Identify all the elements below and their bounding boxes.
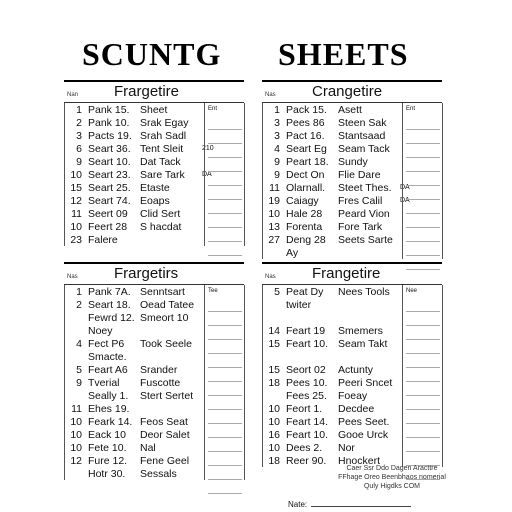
item-number: 1 [76,285,82,298]
panel-top-left [64,80,244,246]
item-name: Feert 28 [88,220,128,233]
item-name: Dect On [286,168,325,181]
item-name: Seert 09 [88,207,128,220]
footer-line: Quly Higdks COM [363,483,420,490]
item-name: Forenta [286,220,323,233]
item-name: Pack 15. [286,103,327,116]
item-name: Noey [88,324,113,337]
answer-line[interactable] [406,354,440,368]
item-description: Srak Egay [140,116,189,129]
item-description: Nal [140,441,156,454]
item-number: 14 [268,324,280,337]
item-description: Senntsart [140,285,185,298]
item-number: 15 [268,337,280,350]
answer-line[interactable] [208,144,242,158]
answer-line[interactable] [208,410,242,424]
item-name: Tverial [88,376,120,389]
panel-left-rule [64,285,65,480]
item-name: Seort 02 [286,363,326,376]
answer-line[interactable] [406,438,440,452]
answer-line[interactable] [208,368,242,382]
item-number: 3 [274,129,280,142]
item-name: Pacts 19. [88,129,132,142]
item-description: Took Seele [140,337,192,350]
item-name: Feort 1. [286,402,323,415]
panel-body [64,103,244,246]
item-description: Fene Geel [140,454,190,467]
answer-line[interactable] [406,242,440,256]
item-number: 10 [70,168,82,181]
item-name: Falere [88,233,118,246]
panel-subtitle: Frargetirs [114,265,179,282]
footer-note [322,464,462,491]
panel-top-right [262,80,442,259]
item-name: Fees 25. [286,389,327,402]
item-name: Smacte. [88,350,127,363]
panel-bottom-right [262,262,442,467]
item-name: Feark 14. [88,415,133,428]
item-name: Ay [286,246,299,259]
item-number: 3 [76,129,82,142]
item-number: 11 [71,402,82,415]
answer-line[interactable] [406,382,440,396]
item-number: 1 [274,103,280,116]
item-description: Steen Sak [338,116,387,129]
answer-line[interactable] [208,382,242,396]
item-number: 9 [274,168,280,181]
answer-line[interactable] [208,214,242,228]
item-mark: DA [400,196,410,204]
panel-header [64,82,244,103]
item-name: Olarnall. [286,181,326,194]
answer-line[interactable] [208,480,242,494]
item-number: 1 [76,103,82,116]
item-number: 15 [70,181,82,194]
item-number: 10 [268,441,280,454]
item-number: 5 [274,285,280,298]
item-description: Fuscotte [140,376,181,389]
answer-line[interactable] [406,116,440,130]
item-description: Smeort 10 [140,311,189,324]
item-mark: DA [400,183,410,191]
item-name: Dees 2. [286,441,323,454]
item-description: Seam Tack [338,142,390,155]
sheet-title-left: SCUNTG [82,36,222,72]
item-description: Sundy [338,155,368,168]
answer-line[interactable] [406,130,440,144]
column-label: Nee [406,288,418,294]
item-name: Peat Dy [286,285,324,298]
item-number: 4 [274,142,280,155]
panel-column-rule [402,285,403,467]
answer-line[interactable] [406,186,440,200]
panel-small-label: Nas [265,274,276,280]
item-description: Stert Sertet [140,389,194,402]
item-description: Tent Sleit [140,142,184,155]
item-name: Fure 12. [88,454,128,467]
item-name: Fect P6 [88,337,125,350]
panel-header [64,264,244,285]
item-number: 2 [76,298,82,311]
item-description: Asett [338,103,362,116]
item-name: Pank 7A. [88,285,131,298]
item-description: Seam Takt [338,337,388,350]
item-name: Seart 36. [88,142,131,155]
panel-bottom-left [64,262,244,480]
item-name: Feart 10. [286,428,329,441]
footer-line: Caer Ssr Ddo Dagen Aracttre [346,465,438,472]
answer-line[interactable] [208,466,242,480]
item-description: Nees Tools [338,285,390,298]
item-number: 10 [70,441,82,454]
item-description: Sessals [140,467,177,480]
panel-right-rule [442,103,443,259]
item-number: 27 [268,233,280,246]
item-description: Smemers [338,324,383,337]
answer-line[interactable] [208,312,242,326]
item-name: Hotr 30. [88,467,126,480]
panel-right-rule [244,103,245,246]
item-name: Pees 86 [286,116,325,129]
item-number: 10 [268,207,280,220]
item-number: 10 [268,402,280,415]
item-number: 9 [274,155,280,168]
answer-line[interactable] [406,214,440,228]
item-description: Peeri Sncet [338,376,393,389]
item-number: 11 [269,181,280,194]
item-name: Pank 10. [88,116,130,129]
item-number: 12 [70,194,82,207]
item-description: Dat Tack [140,155,181,168]
item-number: 18 [268,454,280,467]
sheet-title-right: SHEETS [278,36,409,72]
item-description: Hnockert [338,454,381,467]
panel-subtitle: Frargetire [114,83,180,100]
item-number: 9 [76,376,82,389]
item-description: Clid Sert [140,207,181,220]
answer-line[interactable] [208,340,242,354]
panel-subtitle: Crangetire [312,83,383,100]
item-name: Caiagy [286,194,319,207]
panel-column-rule [204,103,205,246]
item-description: Pees Seet. [338,415,390,428]
item-name: Pees 10. [286,376,328,389]
answer-line[interactable] [406,424,440,438]
answer-line[interactable] [208,186,242,200]
footer-line: FFhage Oreo Beenbhaos nomerial [338,474,446,481]
item-name: Seart 25. [88,181,131,194]
answer-line[interactable] [406,326,440,340]
item-description: Foeay [338,389,368,402]
item-number: 10 [70,415,82,428]
item-name: Peart 18. [286,155,329,168]
item-name: Fete 10. [88,441,127,454]
column-label: Ent [406,106,416,112]
answer-lines [406,285,440,480]
panel-left-rule [262,285,263,467]
item-name: twiter [286,298,312,311]
panel-column-rule [402,103,403,259]
item-name: Seart 23. [88,168,131,181]
panel-header [262,264,442,285]
item-name: Deng 28 [286,233,326,246]
answer-line[interactable] [208,172,242,186]
answer-line[interactable] [208,242,242,256]
item-number: 9 [76,155,82,168]
name-field[interactable] [288,500,411,509]
answer-line[interactable] [208,158,242,172]
item-name: Feart 10. [286,337,329,350]
item-description: Etaste [140,181,170,194]
item-number: 3 [274,116,280,129]
item-mark: 210 [202,144,214,152]
answer-line[interactable] [406,298,440,312]
answer-line[interactable] [208,452,242,466]
item-number: 10 [268,415,280,428]
item-number: 10 [70,428,82,441]
item-number: 18 [268,376,280,389]
item-description: Feos Seat [140,415,188,428]
answer-line[interactable] [406,228,440,242]
panel-body [64,285,244,480]
panel-small-label: Nas [67,274,78,280]
answer-line[interactable] [208,396,242,410]
panel-column-rule [204,285,205,480]
column-label: Tee [208,288,218,294]
item-number: 12 [70,454,82,467]
item-name: Feart 19 [286,324,326,337]
item-name: Feart 14. [286,415,329,428]
item-description: S hacdat [140,220,182,233]
answer-line[interactable] [406,144,440,158]
item-number: 13 [268,220,280,233]
item-number: 15 [268,363,280,376]
answer-line[interactable] [406,410,440,424]
item-number: 23 [70,233,82,246]
item-description: Seets Sarte [338,233,393,246]
panel-body [262,285,442,467]
item-name: Seart 10. [88,155,131,168]
item-name: Eack 10 [88,428,126,441]
answer-line[interactable] [208,130,242,144]
name-line[interactable] [311,500,411,507]
item-name: Pank 15. [88,103,130,116]
item-name: Ehes 19. [88,402,130,415]
answer-line[interactable] [208,326,242,340]
item-description: Oead Tatee [140,298,195,311]
item-description: Deor Salet [140,428,190,441]
answer-lines [406,103,440,270]
item-description: Stantsaad [338,129,386,142]
panel-subtitle: Frangetire [312,265,381,282]
answer-line[interactable] [406,340,440,354]
item-number: 16 [268,428,280,441]
panel-left-rule [262,103,263,259]
panel-left-rule [64,103,65,246]
item-description: Steet Thes. [338,181,392,194]
item-number: 11 [71,207,82,220]
answer-lines [208,285,242,494]
item-name: Seart Eg [286,142,327,155]
panel-header [262,82,442,103]
answer-line[interactable] [406,200,440,214]
column-label: Ent [208,106,218,112]
panel-right-rule [244,285,245,480]
item-name: Seart 74. [88,194,131,207]
item-description: Peard Vion [338,207,390,220]
panel-body [262,103,442,259]
item-description: Fore Tark [338,220,383,233]
panel-small-label: Nas [265,92,276,98]
item-description: Sare Tark [140,168,185,181]
name-label: Nate: [288,500,308,509]
panel-right-rule [442,285,443,467]
answer-line[interactable] [208,228,242,242]
answer-line[interactable] [208,354,242,368]
item-number: 2 [76,116,82,129]
item-description: Gooe Urck [338,428,389,441]
item-description: Nor [338,441,355,454]
item-description: Decdee [338,402,375,415]
answer-line[interactable] [406,396,440,410]
item-number: 4 [76,337,82,350]
item-name: Seart 18. [88,298,131,311]
answer-line[interactable] [208,116,242,130]
item-description: Sheet [140,103,168,116]
item-number: 19 [268,194,280,207]
answer-line[interactable] [406,172,440,186]
item-number: 5 [76,363,82,376]
item-description: Flie Dare [338,168,381,181]
item-description: Srander [140,363,178,376]
item-number: 10 [70,220,82,233]
item-name: Reer 90. [286,454,327,467]
answer-line[interactable] [208,424,242,438]
item-description: Fres Calil [338,194,383,207]
answer-line[interactable] [406,158,440,172]
answer-lines [208,103,242,256]
panel-small-label: Nan [67,92,79,98]
item-description: Srah Sadl [140,129,187,142]
item-name: Pact 16. [286,129,325,142]
item-mark: DA [202,170,212,178]
item-name: Hale 28 [286,207,323,220]
answer-line[interactable] [208,200,242,214]
answer-line[interactable] [208,438,242,452]
item-description: Eoaps [140,194,170,207]
answer-line[interactable] [208,298,242,312]
item-name: Seally 1. [88,389,129,402]
answer-line[interactable] [406,312,440,326]
answer-line[interactable] [406,368,440,382]
item-description: Actunty [338,363,374,376]
item-name: Fewrd 12. [88,311,135,324]
item-number: 6 [76,142,82,155]
item-name: Feart A6 [88,363,128,376]
